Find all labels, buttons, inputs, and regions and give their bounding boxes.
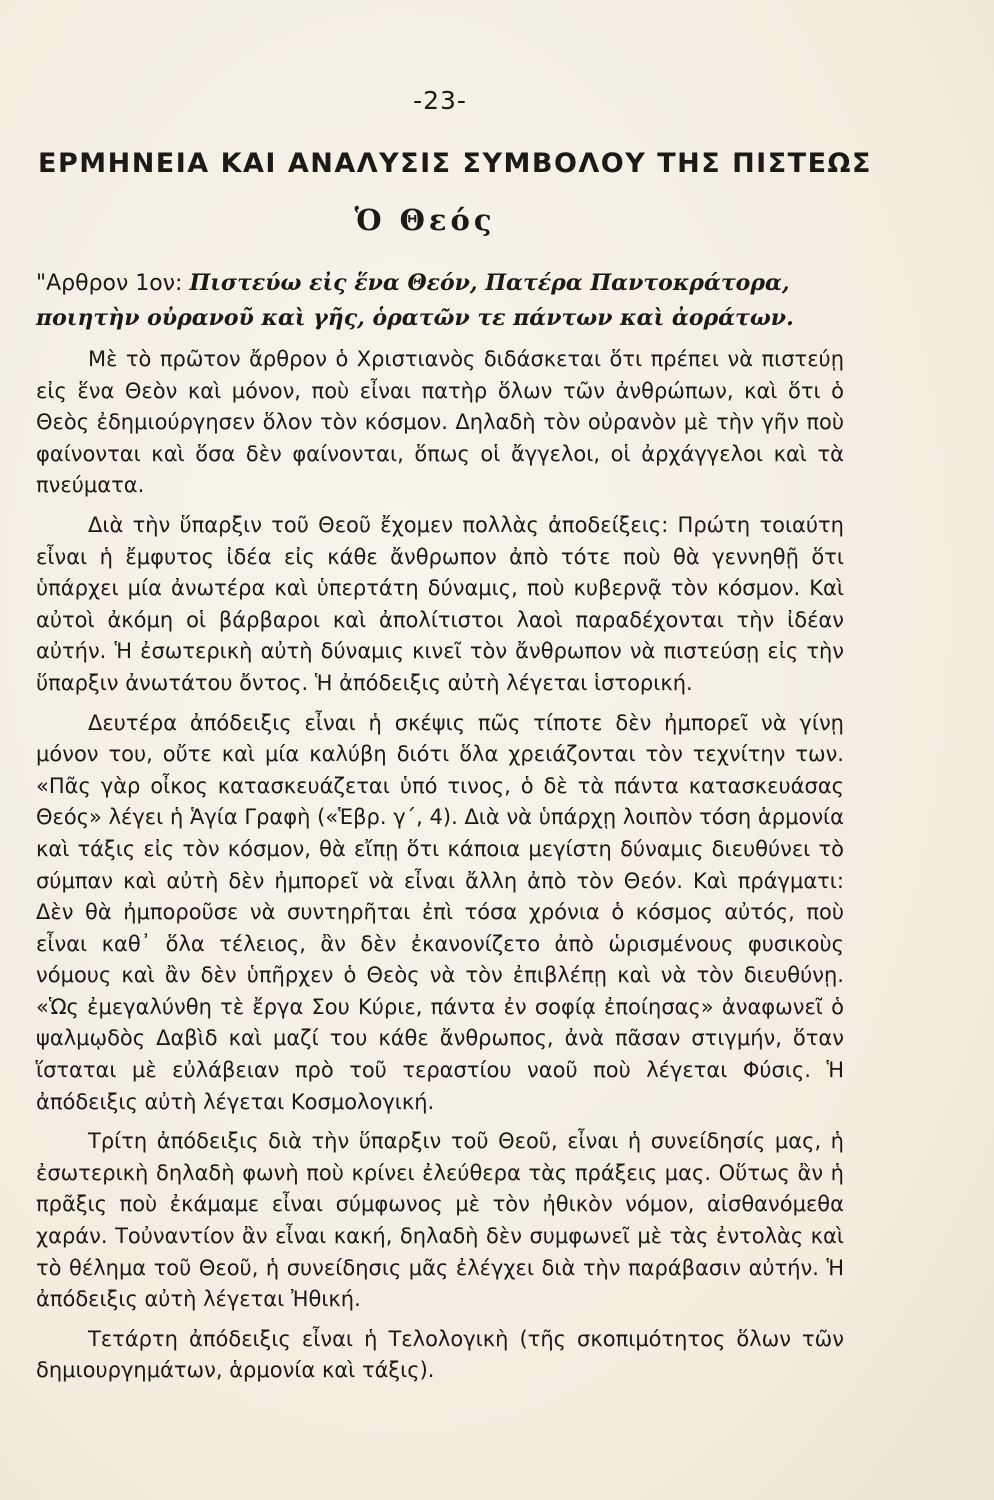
paragraph: Τρίτη ἀπόδειξις διὰ τὴν ὕπαρξιν τοῦ Θεοῦ, εἶναι ἡ συνείδησίς μας, ἡ ἐσωτερικὴ δηλαδὴ φωνὴ ποὺ κρίνει ἐλεύθερα τὰς πράξεις μας. Οὕτως ἂν ἡ πρᾶξις ποὺ ἐκάμαμε εἶναι σύμφωνος μὲ τὸν ἠθικὸν νόμον, αἰσθανόμεθα χαράν. Τοὐναντίον ἂν εἶναι κακή, δηλαδὴ δὲν συμφωνεῖ μὲ τὰς ἐντολὰς καὶ τὸ θέλημα τοῦ Θεοῦ, ἡ συνείδησις μᾶς ἐλέγχει διὰ τὴν παράβασιν αὐτήν. Ἡ ἀπόδειξις αὐτὴ λέγεται Ἠθική. xyxy=(36,1129,844,1312)
paragraph: Διὰ τὴν ὕπαρξιν τοῦ Θεοῦ ἔχομεν πολλὰς ἀποδείξεις: Πρώτη τοιαύτη εἶναι ἡ ἔμφυτος ἰδέα εἰς κάθε ἄνθρωπον ἀπὸ τότε ποὺ θὰ γεννηθῇ ὅτι ὑπάρχει μία ἀνωτέρα καὶ ὑπερτάτη δύναμις, ποὺ κυβερνᾷ τὸν κόσμον. Καὶ αὐτοὶ ἀκόμη οἱ βάρβαροι καὶ ἀπολίτιστοι λαοὶ παραδέχονται τὴν ἰδέαν αὐτήν. Ἡ ἐσωτερικὴ αὐτὴ δύναμις κινεῖ τὸν ἄνθρωπον νὰ πιστεύσῃ εἰς τὴν ὕπαρξιν ἀνωτάτου ὄντος. Ἡ ἀπόδειξις αὐτὴ λέγεται ἱστορική. xyxy=(36,512,844,695)
paragraph: Δευτέρα ἀπόδειξις εἶναι ἡ σκέψις πῶς τίποτε δὲν ἠμπορεῖ νὰ γίνῃ μόνον του, οὔτε καὶ μία καλύβη διότι ὅλα χρειάζονται τὸν τεχνίτην των. «Πᾶς γὰρ οἶκος κατασκευάζεται ὑπό τινος, ὁ δὲ τὰ πάντα κατασκευάσας Θεός» λέγει ἡ Ἁγία Γραφὴ («Ἑβρ. γ΄, 4). Διὰ νὰ ὑπάρχῃ λοιπὸν τόση ἁρμονία καὶ τάξις εἰς τὸν κόσμον, θὰ εἴπῃ ὅτι κάποια μεγίστη δύναμις διευθύνει τὸ σύμπαν καὶ αὐτὴ δὲν ἠμπορεῖ νὰ εἶναι ἄλλη ἀπὸ τὸν Θεόν. Καὶ πράγματι: Δὲν θὰ ἠμποροῦσε νὰ συντηρῆται ἐπὶ τόσα χρόνια ὁ κόσμος αὐτός, ποὺ εἶναι καθ᾽ ὅλα τέλειος, ἂν δὲν ἐκανονίζετο ἀπὸ ὡρισμένους φυσικοὺς νόμους καὶ ἂν δὲν ὑπῆρχεν ὁ Θεὸς νὰ τὸν ἐπιβλέπῃ καὶ νὰ τὸν διευθύνῃ. «Ὡς ἐμεγαλύνθη τὲ ἔργα Σου Κύριε, πάντα ἐν σοφίᾳ ἐποίησας» ἀναφωνεῖ ὁ ψαλμῳδὸς Δαβὶδ καὶ μαζί του κάθε ἄνθρωπος, ἀνὰ πᾶσαν στιγμήν, ὅταν ἵσταται μὲ εὐλάβειαν πρὸ τοῦ τεραστίου ναοῦ ποὺ λέγεται Φύσις. Ἡ ἀπόδειξις αὐτὴ λέγεται Κοσμολογική. xyxy=(36,710,844,1114)
page-number: -23- xyxy=(413,86,467,115)
creed-article xyxy=(36,266,844,336)
chapter-heading: ΕΡΜΗΝΕΙΑ ΚΑΙ ΑΝΑΛΥΣΙΣ ΣΥΜΒΟΛΟΥ ΤΗΣ ΠΙΣΤΕΩΣ xyxy=(38,148,872,179)
article-label: "Αρθρον 1ον: xyxy=(36,271,190,296)
paragraph: Μὲ τὸ πρῶτον ἄρθρον ὁ Χριστιανὸς διδάσκεται ὅτι πρέπει νὰ πιστεύῃ εἰς ἕνα Θεὸν καὶ μόνον, ποὺ εἶναι πατὴρ ὅλων τῶν ἀνθρώπων, καὶ ὅτι ὁ Θεὸς ἐδημιούργησεν ὅλον τὸν κόσμον. Δηλαδὴ τὸν οὐρανὸν μὲ τὴν γῆν ποὺ φαίνονται καὶ ὅσα δὲν φαίνονται, ὅπως οἱ ἄγγελοι, οἱ ἀρχάγγελοι καὶ τὰ πνεύματα. xyxy=(36,347,844,498)
body-text xyxy=(36,344,844,1395)
paragraph: Τετάρτη ἀπόδειξις εἶναι ἡ Τελολογικὴ (τῆς σκοπιμότητος ὅλων τῶν δημιουργημάτων, ἁρμονία καὶ τάξις). xyxy=(36,1326,844,1383)
creed-text: Πιστεύω εἰς ἕνα Θεόν, Πατέρα Παντοκράτορα, ποιητὴν οὐρανοῦ καὶ γῆς, ὁρατῶν τε πάντων καὶ ἀοράτων. xyxy=(36,270,794,331)
section-subheading: Ὁ Θεός xyxy=(354,203,496,237)
